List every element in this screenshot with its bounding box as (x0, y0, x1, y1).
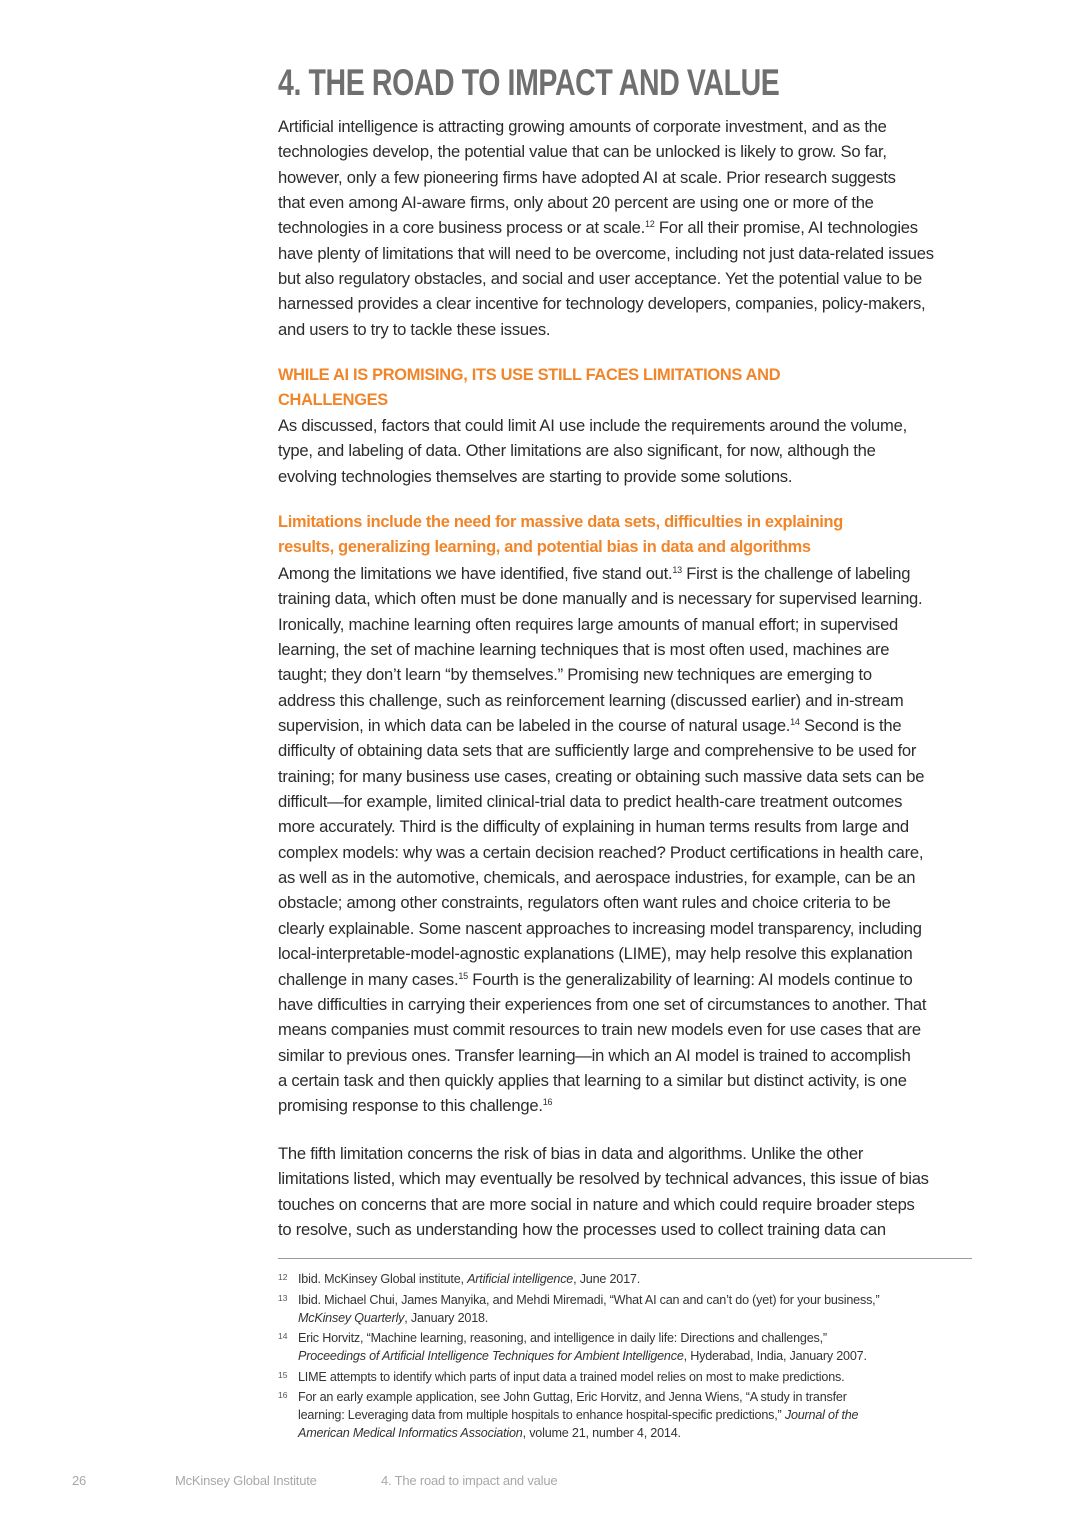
text-line: results, generalizing learning, and potential bias in data and algorithms (278, 538, 811, 557)
text-line: Among the limitations we have identified, five stand out.$^{13}$ First is the challenge of labeling (278, 564, 911, 583)
text-line: harnessed provides a clear incentive for technology developers, companies, policy-makers, (278, 294, 926, 314)
text-line: The fifth limitation concerns the risk of bias in data and algorithms. Unlike the other (278, 1144, 864, 1163)
text-line: promising response to this challenge.$^{16}$ (278, 1096, 553, 1116)
text-line: learning, the set of machine learning techniques that is most often used, machines are (278, 640, 890, 660)
text-line: difficulty of obtaining data sets that are sufficiently large and comprehensive to be used for (278, 741, 917, 761)
text-line: As discussed, factors that could limit AI use include the requirements around the volume, (278, 416, 907, 435)
footnote-ref[interactable]: 16 (542, 1097, 553, 1108)
text-line: means companies must commit resources to train new models even for use cases that are (278, 1020, 921, 1040)
footnote-line: Proceedings of Artificial Intelligence Techniques for Ambient Intelligence, Hyderabad, India, January 2007. (298, 1349, 867, 1364)
limitations-subheading (278, 510, 978, 561)
footnote-ref[interactable]: 14 (790, 717, 800, 728)
text-line: WHILE AI IS PROMISING, ITS USE STILL FACES LIMITATIONS AND (278, 366, 781, 384)
text-line: evolving technologies themselves are starting to provide some solutions. (278, 466, 793, 486)
chapter-title: 4. THE ROAD TO IMPACT AND VALUE (278, 62, 780, 103)
text-line: address this challenge, such as reinforcement learning (discussed earlier) and in-stream (278, 690, 904, 710)
italic-title: Proceedings of Artificial Intelligence Techniques for Ambient Intelligence (298, 1349, 684, 1364)
footnote-number: 13 (278, 1292, 288, 1303)
footnote-line: American Medical Informatics Association, volume 21, number 4, 2014. (298, 1426, 681, 1441)
footnote-line: McKinsey Quarterly, January 2018. (298, 1310, 489, 1325)
text-line: local-interpretable-model-agnostic explanations (LIME), may help resolve this explanation (278, 944, 913, 964)
footnote-line: Ibid. McKinsey Global institute, Artificial intelligence, June 2017. (298, 1272, 641, 1286)
footnote-ref[interactable]: 13 (672, 565, 682, 575)
discussed-paragraph (278, 413, 978, 489)
text-line: CHALLENGES (278, 391, 388, 410)
text-line: have difficulties in carrying their experiences from one set of circumstances to another. That (278, 994, 927, 1014)
text-line: challenge in many cases.$^{15}$ Fourth is the generalizability of learning: AI models continue to (278, 969, 913, 989)
italic-title: Artificial intelligence (467, 1272, 574, 1286)
footnote-number: 15 (278, 1369, 288, 1380)
limitations-paragraph (278, 561, 978, 1119)
text-line: touches on concerns that are more social in nature and which could require broader steps (278, 1194, 915, 1214)
text-line: complex models: why was a certain decision reached? Product certifications in health care, (278, 842, 924, 862)
footer-chapter: 4. The road to impact and value (381, 1473, 558, 1488)
text-line: supervision, in which data can be labeled in the course of natural usage.$^{14}$ Second is the (278, 716, 902, 736)
text-line: training; for many business use cases, creating or obtaining such massive data sets can be (278, 766, 925, 786)
footer-publisher: McKinsey Global Institute (175, 1473, 317, 1488)
footnote-13 (278, 1291, 978, 1327)
text-line: and users to try to tackle these issues. (278, 319, 551, 339)
intro-paragraph (278, 114, 978, 342)
text-line: obstacle; among other constraints, regulators often want rules and choice criteria to be (278, 893, 891, 913)
footnote-line: LIME attempts to identify which parts of input data a trained model relies on most to make predictions. (298, 1369, 845, 1384)
footnotes (278, 1270, 978, 1445)
footnote-16 (278, 1388, 978, 1442)
text-line: Limitations include the need for massive data sets, difficulties in explaining (278, 513, 843, 531)
text-line: more accurately. Third is the difficulty of explaining in human terms results from large and (278, 817, 909, 837)
text-line: taught; they don’t learn “by themselves.” Promising new techniques are emerging to (278, 665, 872, 685)
text-line: technologies in a core business process or at scale.$^{12}$ For all their promise, AI technologies (278, 218, 918, 238)
text-line: limitations listed, which may eventually be resolved by technical advances, this issue of bias (278, 1169, 929, 1189)
italic-title: McKinsey Quarterly (298, 1310, 405, 1325)
text-line: have plenty of limitations that will need to be overcome, including not just data-related issues (278, 243, 934, 263)
text-line: training data, which often must be done manually and is necessary for supervised learning. (278, 589, 923, 609)
footnote-number: 12 (278, 1272, 288, 1282)
fifth-limitation-paragraph (278, 1141, 978, 1242)
footnote-line: Ibid. Michael Chui, James Manyika, and Mehdi Miremadi, “What AI can and can’t do (yet) for your business,” (298, 1292, 880, 1307)
italic-title: American Medical Informatics Association (298, 1426, 523, 1441)
footnote-ref[interactable]: 15 (458, 970, 468, 981)
text-line: type, and labeling of data. Other limitations are also significant, for now, although the (278, 441, 876, 461)
footnote-12 (278, 1270, 978, 1288)
footnote-14 (278, 1329, 978, 1365)
text-line: to resolve, such as understanding how the processes used to collect training data can (278, 1220, 886, 1240)
text-line: technologies develop, the potential value that can be unlocked is likely to grow. So far, (278, 142, 887, 162)
section-subheading (278, 363, 978, 414)
footnote-15 (278, 1368, 978, 1386)
footnote-line: Eric Horvitz, “Machine learning, reasoning, and intelligence in daily life: Directions and challenges,” (298, 1331, 827, 1346)
footnote-number: 14 (278, 1331, 288, 1342)
text-line: clearly explainable. Some nascent approaches to increasing model transparency, including (278, 918, 922, 938)
footnote-divider (278, 1258, 972, 1259)
text-line: Artificial intelligence is attracting growing amounts of corporate investment, and as the (278, 117, 887, 136)
text-line: however, only a few pioneering firms have adopted AI at scale. Prior research suggests (278, 167, 896, 187)
text-line: similar to previous ones. Transfer learning—in which an AI model is trained to accomplish (278, 1045, 911, 1065)
footnote-ref[interactable]: 12 (645, 219, 655, 230)
text-line: Ironically, machine learning often requires large amounts of manual effort; in supervised (278, 614, 899, 634)
page-number: 26 (72, 1473, 87, 1488)
footnote-number: 16 (278, 1390, 288, 1401)
text-line: as well as in the automotive, chemicals, and aerospace industries, for example, can be an (278, 868, 916, 888)
text-line: a certain task and then quickly applies that learning to a similar but distinct activity, is one (278, 1070, 907, 1090)
italic-title: Journal of the (784, 1408, 859, 1423)
footnote-line: For an early example application, see John Guttag, Eric Horvitz, and Jenna Wiens, “A study in transfer (298, 1390, 847, 1405)
text-line: that even among AI-aware firms, only about 20 percent are using one or more of the (278, 193, 874, 213)
text-line: but also regulatory obstacles, and social and user acceptance. Yet the potential value to be (278, 269, 922, 289)
text-line: difficult—for example, limited clinical-trial data to predict health-care treatment outcomes (278, 792, 903, 812)
footnote-line: learning: Leveraging data from multiple hospitals to enhance hospital-specific predictions,” Journal of the (298, 1408, 859, 1423)
